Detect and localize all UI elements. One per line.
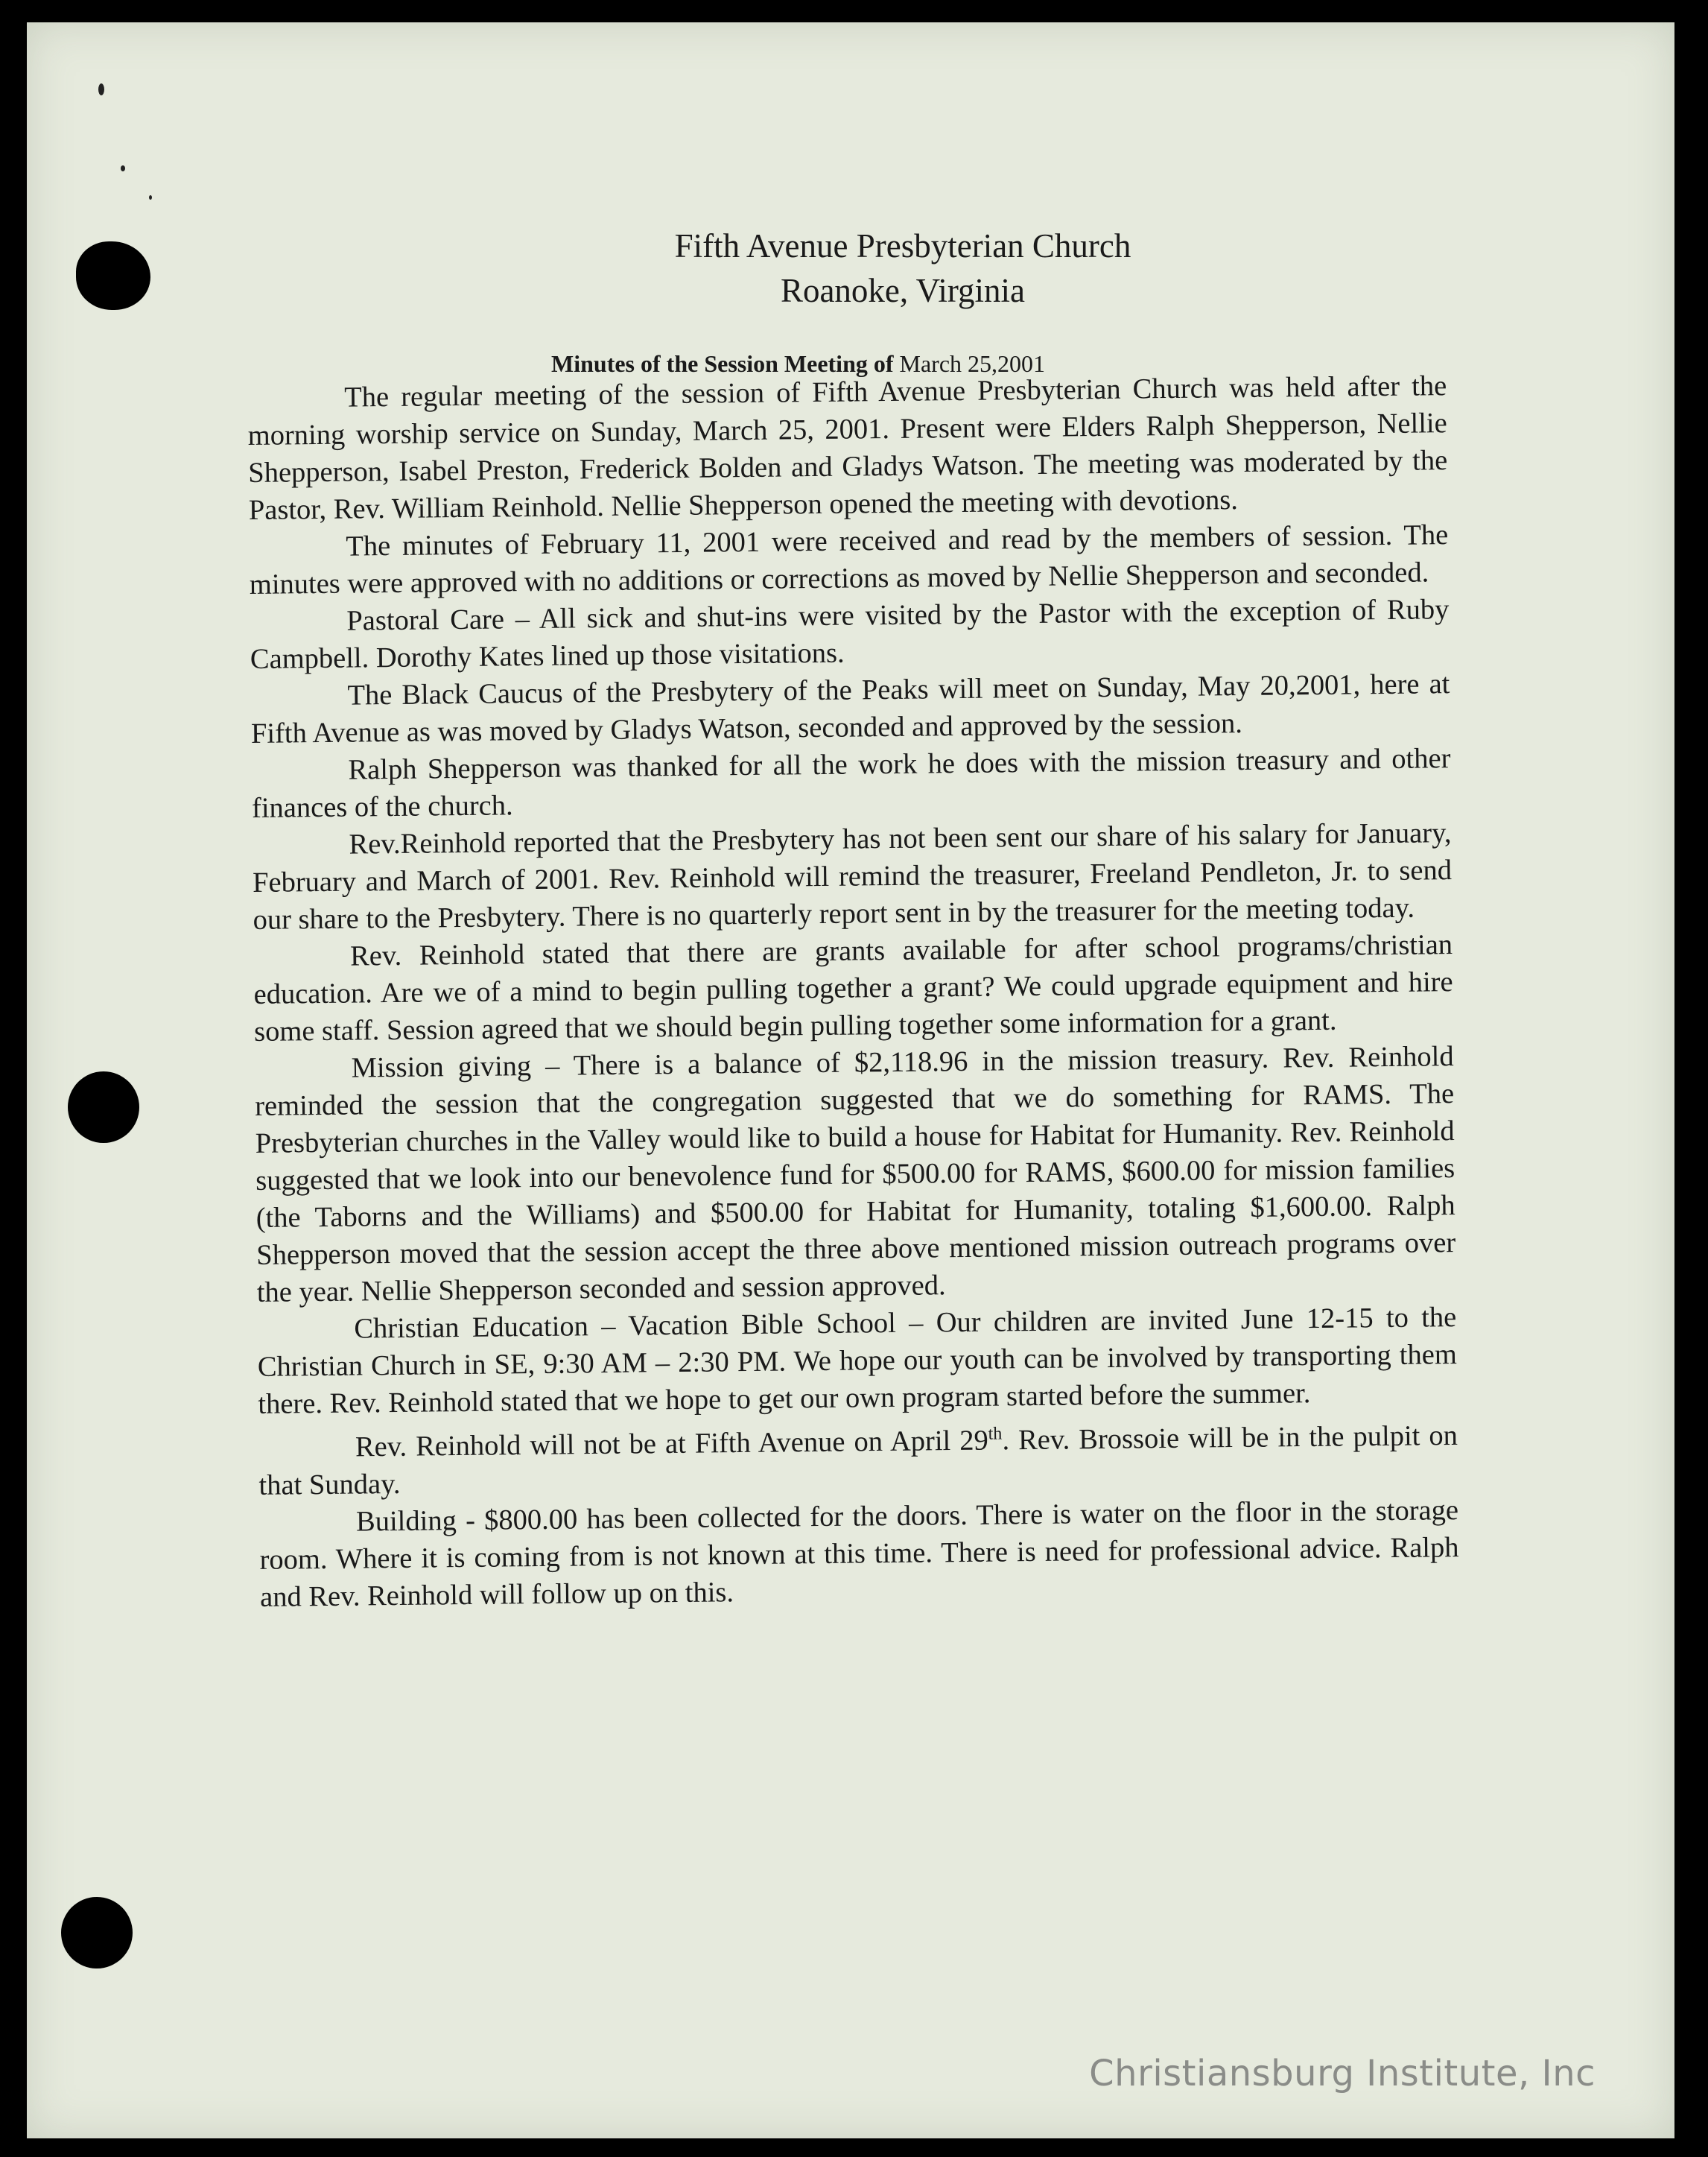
paragraph-mission-giving: Mission giving – There is a balance of $2,118.96 in the mission treasury. Rev. Reinhold reminded the session that the congregation suggested that we do something for RAMS. The Presbyterian churches in the Valley would like to build a house for Habitat for Humanity. Rev. Reinhold suggested that we look into our benevolence fund for $500.00 for RAMS, $600.00 for mission families (the Taborns and the Williams) and $500.00 for Habitat for Humanity, totaling $1,600.00. Ralph Shepperson moved that the session accept the three above mentioned mission outreach programs over the year. Nellie Shepperson seconded and session approved. [254, 1041, 1456, 1308]
minutes-date: March 25,2001 [899, 350, 1046, 377]
paragraph-pulpit [258, 1410, 1458, 1504]
paragraph-grants: Rev. Reinhold stated that there are grants available for after school programs/christian education. Are we of a mind to begin pulling together a grant? We could upgrade equipment and hire some staff. Session agreed that we should begin pulling together some information for a grant. [253, 929, 1453, 1048]
pulpit-text-start: Rev. Reinhold will not be at Fifth Avenue on April 29 [355, 1425, 988, 1463]
church-name: Fifth Avenue Presbyterian Church [674, 227, 1131, 265]
paper-speck [149, 195, 152, 200]
minutes-body [247, 367, 1459, 1616]
paper-speck [121, 165, 125, 171]
paragraph-opening: The regular meeting of the session of Fifth Avenue Presbyterian Church was held after the morning worship service on Sunday, March 25, 2001. Present were Elders Ralph Shepperson, Nellie Shepperson, Isabel Preston, Frederick Bolden and Gladys Watson. The meeting was moderated by the Pastor, Rev. William Reinhold. Nellie Shepperson opened the meeting with devotions. [247, 370, 1448, 526]
pulpit-text-end: . Rev. Brossoie will be in the pulpit on that Sunday. [258, 1419, 1458, 1501]
paragraph-previous-minutes: The minutes of February 11, 2001 were received and read by the members of session. The minutes were approved with no additions or corrections as moved by Nellie Shepperson and seconded. [249, 519, 1449, 601]
paper-speck [98, 83, 104, 95]
pulpit-ordinal-suffix: th [988, 1424, 1003, 1444]
paragraph-building: Building - $800.00 has been collected for the doors. There is water on the floor in the storage room. Where it is coming from is not known at this time. There is need for professional advice. Ralph and Rev. Reinhold will follow up on this. [259, 1494, 1459, 1613]
archive-watermark: Christiansburg Institute, Inc [1089, 2053, 1596, 2094]
paragraph-christian-education: Christian Education – Vacation Bible School – Our children are invited June 12-15 to the Christian Church in SE, 9:30 AM – 2:30 PM. We hope our youth can be involved by transporting them there. Rev. Reinhold stated that we hope to get our own program started before the summer. [257, 1302, 1458, 1420]
paragraph-pastoral-care: Pastoral Care – All sick and shut-ins were visited by the Pastor with the exception of Ruby Campbell. Dorothy Kates lined up those visitations. [250, 594, 1450, 675]
paragraph-black-caucus: The Black Caucus of the Presbytery of the Peaks will meet on Sunday, May 20,2001, here at Fifth Avenue as was moved by Gladys Watson, seconded and approved by the session. [250, 668, 1450, 750]
document-page [27, 22, 1674, 2138]
paragraph-thanks: Ralph Shepperson was thanked for all the work he does with the mission treasury and other finances of the church. [251, 743, 1451, 824]
paragraph-salary-report: Rev.Reinhold reported that the Presbytery has not been sent our share of his salary for January, February and March of 2001. Rev. Reinhold will remind the treasurer, Freeland Pendleton, Jr. to send our share to the Presbytery. There is no quarterly report sent in by the treasurer for the meeting today. [252, 817, 1453, 936]
punch-hole-middle [68, 1071, 139, 1143]
minutes-title-label: Minutes of the Session Meeting of [551, 350, 894, 377]
punch-hole-bottom [61, 1897, 133, 1968]
church-location: Roanoke, Virginia [780, 272, 1026, 309]
